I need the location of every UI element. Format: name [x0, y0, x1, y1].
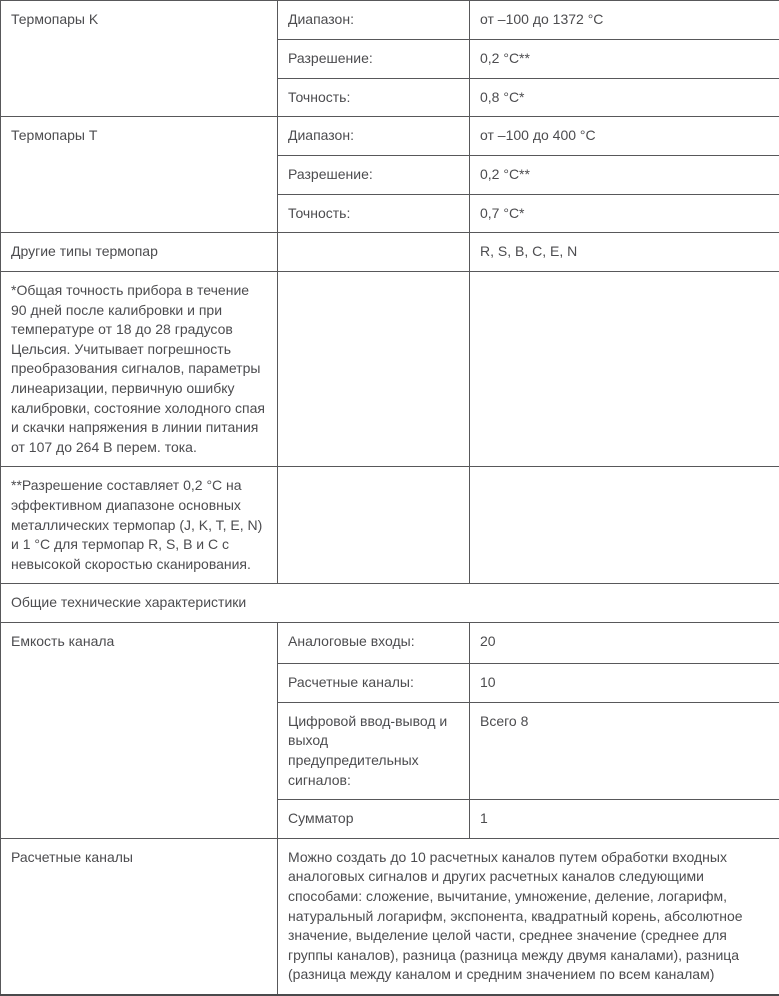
param-label-summator: Сумматор [278, 800, 470, 839]
param-value-accuracy: 0,7 °C* [470, 194, 779, 233]
param-value-summator: 1 [470, 800, 779, 839]
empty-cell [470, 467, 779, 584]
param-label-range: Диапазон: [278, 1, 470, 40]
table-row [1, 584, 779, 623]
param-value-resolution: 0,2 °C** [470, 39, 779, 78]
group-name-channel-capacity: Емкость канала [1, 622, 278, 838]
table-row [1, 838, 779, 995]
table-row [1, 233, 779, 272]
empty-cell [278, 467, 470, 584]
table-row [1, 117, 779, 156]
table-row [1, 622, 779, 663]
table-row [1, 271, 779, 466]
param-label-accuracy: Точность: [278, 194, 470, 233]
group-name-computed-channels: Расчетные каналы [1, 838, 278, 995]
group-name-thermocouple-k: Термопары K [1, 1, 278, 117]
group-name-thermocouple-t: Термопары T [1, 117, 278, 233]
section-header-general-specs: Общие технические характеристики [1, 584, 779, 623]
param-value-digital-io: Всего 8 [470, 702, 779, 799]
param-label-resolution: Разрешение: [278, 39, 470, 78]
footnote-accuracy: *Общая точность прибора в течение 90 дней после калибровки и при температуре от 18 до 28 градусов Цельсия. Учитывает погрешность преобразования сигналов, параметры линеаризации, первичную ошибку калибровки, состояние холодного спая и скачки напряжения в линии питания от 107 до 264 В перем. тока. [1, 271, 278, 466]
param-value-range: от –100 до 400 °C [470, 117, 779, 156]
param-value-other-types: R, S, B, C, E, N [470, 233, 779, 272]
param-value-analog-inputs: 20 [470, 622, 779, 663]
table-row [1, 1, 779, 40]
empty-cell [278, 271, 470, 466]
table-row [1, 467, 779, 584]
computed-channels-description: Можно создать до 10 расчетных каналов путем обработки входных аналоговых сигналов и других расчетных каналов следующими способами: сложение, вычитание, умножение, деление, логарифм, натуральный логарифм, экспонента, квадратный корень, абсолютное значение, выделение целой части, среднее значение (среднее для группы каналов), разница (разница между двумя каналами), разница (разница между каналом и средним значением по всем каналам) [278, 838, 779, 995]
empty-cell [278, 233, 470, 272]
param-value-range: от –100 до 1372 °C [470, 1, 779, 40]
param-label-accuracy: Точность: [278, 78, 470, 117]
param-label-computed-channels: Расчетные каналы: [278, 663, 470, 702]
param-value-computed-channels: 10 [470, 663, 779, 702]
param-label-range: Диапазон: [278, 117, 470, 156]
footnote-resolution: **Разрешение составляет 0,2 °C на эффективном диапазоне основных металлических термопар (J, K, T, E, N) и 1 °C для термопар R, S, B и C с невысокой скоростью сканирования. [1, 467, 278, 584]
empty-cell [470, 271, 779, 466]
param-label-analog-inputs: Аналоговые входы: [278, 622, 470, 663]
param-label-digital-io: Цифровой ввод-вывод и выход предупредительных сигналов: [278, 702, 470, 799]
param-label-resolution: Разрешение: [278, 155, 470, 194]
param-value-resolution: 0,2 °C** [470, 155, 779, 194]
param-value-accuracy: 0,8 °C* [470, 78, 779, 117]
group-name-other-thermocouples: Другие типы термопар [1, 233, 278, 272]
